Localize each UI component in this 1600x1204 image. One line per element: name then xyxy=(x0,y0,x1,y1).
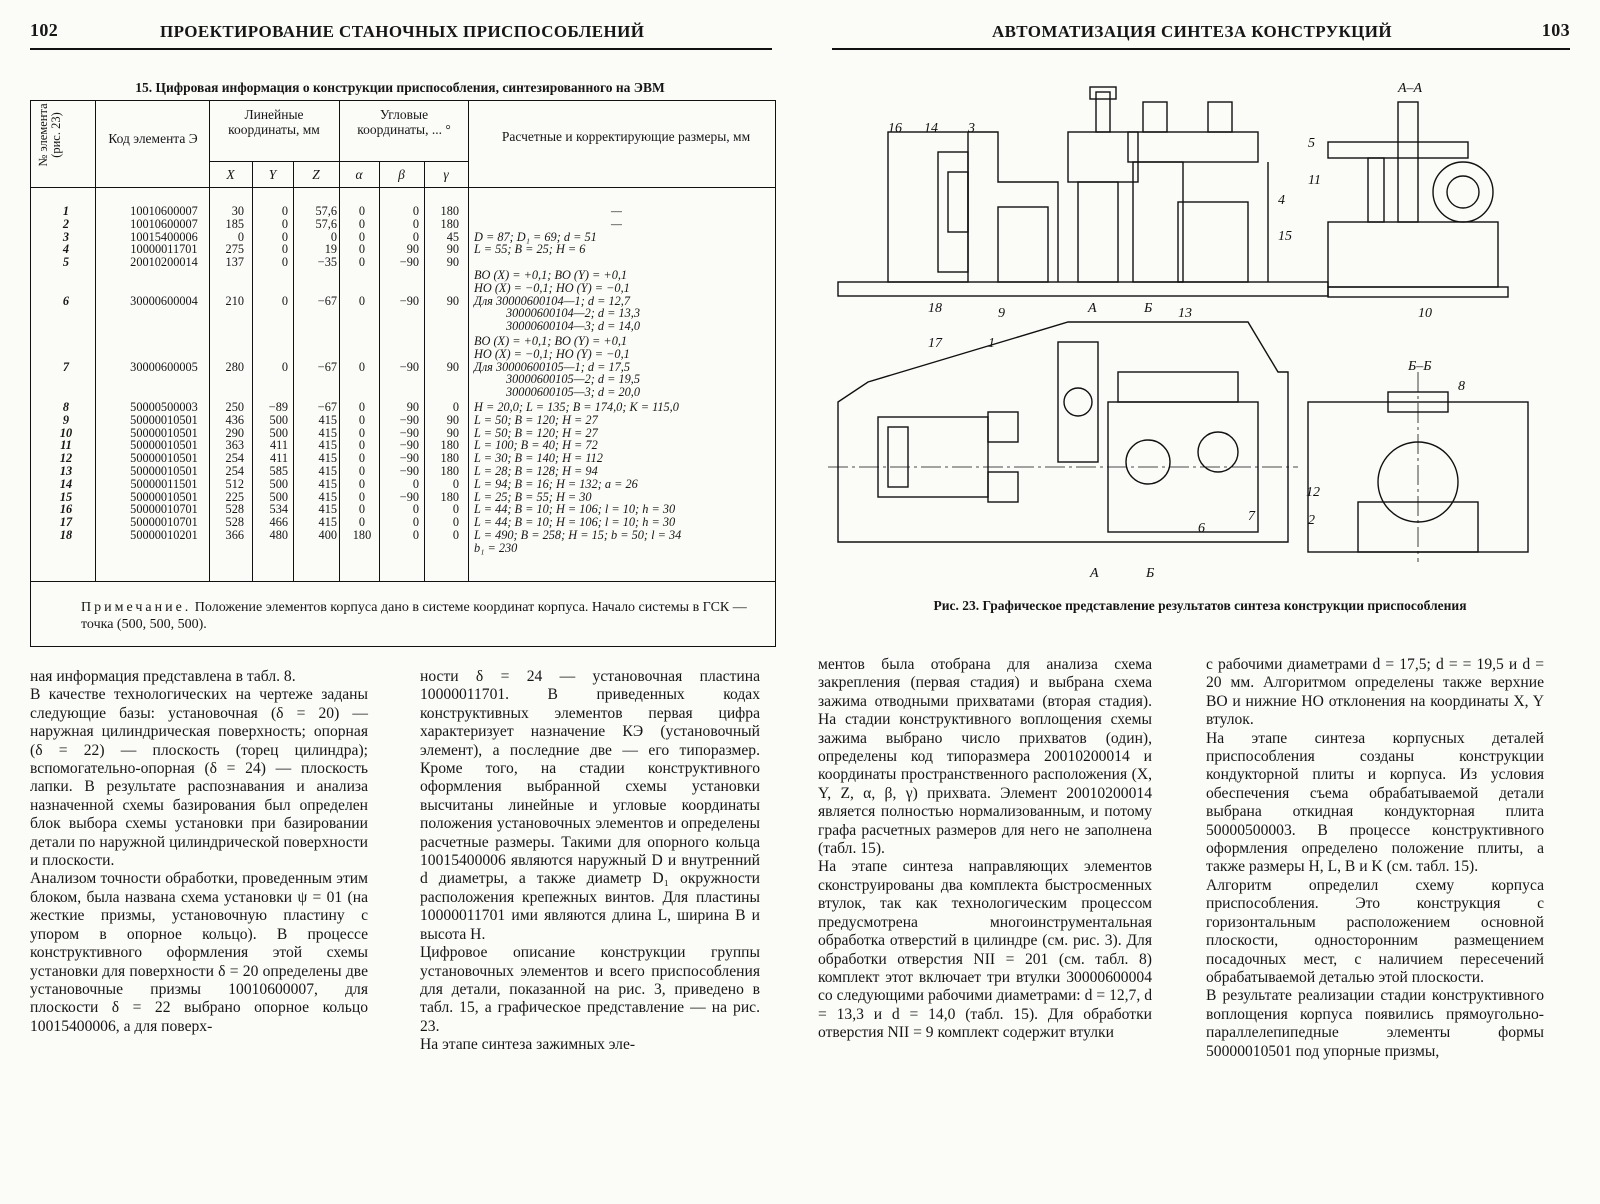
cell-y: 585 xyxy=(269,464,288,478)
cell-g: 180 xyxy=(440,204,459,218)
cell-a: 0 xyxy=(358,204,366,218)
header-angular-coords: Угловые координаты, ... ° xyxy=(357,107,451,137)
cell-g: 0 xyxy=(452,502,459,517)
cell-dimensions: L = 28; B = 128; H = 94 xyxy=(474,464,598,478)
cell-b: 0 xyxy=(412,515,419,530)
cell-b: 0 xyxy=(412,476,419,491)
header-z: Z xyxy=(312,167,320,182)
right-page xyxy=(810,0,1600,1204)
label-5: 5 xyxy=(1308,136,1315,151)
cell-a: 0 xyxy=(358,425,366,440)
label-cut-b: Б xyxy=(1144,301,1153,316)
cell-x: 137 xyxy=(225,255,244,270)
cell-z: −67 xyxy=(317,293,337,308)
cell-n: 15 xyxy=(59,489,73,504)
cell-code: 30000600005 xyxy=(130,359,198,374)
cell-x: 528 xyxy=(225,502,244,517)
cell-g: 90 xyxy=(446,412,459,427)
cell-x: 185 xyxy=(225,216,244,231)
cell-z: 400 xyxy=(318,528,337,542)
label-cut-a: А xyxy=(1088,301,1097,316)
cell-g: 90 xyxy=(446,255,459,270)
cell-code: 20010200014 xyxy=(130,255,198,270)
cell-x: 275 xyxy=(225,242,244,257)
label-cut-b-bottom: Б xyxy=(1146,566,1155,581)
cell-g: 0 xyxy=(452,400,459,414)
cell-b: −90 xyxy=(399,293,419,308)
cell-n: 14 xyxy=(59,476,73,491)
cell-b: 0 xyxy=(412,204,419,218)
label-10: 10 xyxy=(1418,306,1432,321)
cell-y: 0 xyxy=(281,242,288,257)
cell-z: 415 xyxy=(318,464,337,478)
text-column-3: ментов была отобрана для анализа схема закрепления (первая стадия) и выбрана схема зажима отводными прихватами (вторая стадия). На стадии конструктивного воплощения схемы зажима выбрано число прихватов (один), определены код типоразмера 20010200014 и координаты пространственного расположения (X, Y, Z, α, β, γ) прихвата. Элемент 20010200014 является полностью нормализованным, и потому графа расчетных размеров для него не заполнена (табл. 15). На этапе синтеза направляющих элементов сконструированы два комплекта быстросменных втулок, так как технологическим процессом предусмотрена многоинструментальная обработка отверстий в цилиндре (см. рис. 3). Для обработки отверстия NII = 201 (см. табл. 8) комплект этот включает три втулки 30000600004 со следующими рабочими диаметрами: d = 12,7, d = 13,3 и d = 14,0 (табл. 15). Для обработки отверстия NII = 9 комплект содержит втулки xyxy=(818,656,1152,1042)
cell-a: 180 xyxy=(352,528,372,542)
cell-b: 90 xyxy=(406,242,419,257)
cell-code: 50000010501 xyxy=(130,412,198,427)
text-column-4: с рабочими диаметрами d = 17,5; d = = 19,5 и d = 20 мм. Алгоритмом определены также верхние BO и нижние HO отклонения на координаты X, Y втулок. На этапе синтеза корпусных деталей приспособления созданы конструкции кондукторной плиты и корпуса. Из условия обеспечения съема обрабатываемой детали выбрана откидная кондукторная плита 50000500003. В процессе конструктивного оформления определено положение плиты, а также размеры H, L, B и K (см. табл. 15). Алгоритм определил схему корпуса приспособления. Это конструкция с горизонтальным расположением основной плоскости, односторонним размещением посадочных мест, с наличием пересечений обрабатываемой деталью этой плоскости. В результате реализации стадии конструктивного воплощения корпуса появились прямоугольно-параллелепипедные элементы формы 50000010501 под упорные призмы, xyxy=(1206,656,1544,1060)
cell-a: 0 xyxy=(358,216,366,231)
label-3: 3 xyxy=(968,121,975,136)
label-cut-a-bottom: А xyxy=(1090,566,1099,581)
cell-z: −67 xyxy=(317,359,337,374)
label-15: 15 xyxy=(1278,229,1292,244)
label-18: 18 xyxy=(928,301,942,316)
cell-g: 180 xyxy=(440,438,459,453)
cell-y: 480 xyxy=(269,528,288,542)
cell-b: −90 xyxy=(399,464,419,478)
cell-dimensions: 30000600104—3; d = 14,0 xyxy=(506,319,640,334)
cell-dimensions: L = 55; B = 25; H = 6 xyxy=(474,242,586,257)
cell-g: 180 xyxy=(440,451,459,466)
cell-code: 50000010501 xyxy=(130,438,198,453)
cell-dimensions: — xyxy=(611,204,622,218)
cell-n: 18 xyxy=(59,528,73,542)
cell-x: 254 xyxy=(225,464,244,478)
running-title-right: АВТОМАТИЗАЦИЯ СИНТЕЗА КОНСТРУКЦИЙ xyxy=(992,22,1393,41)
cell-x: 280 xyxy=(225,359,244,374)
cell-n: 6 xyxy=(62,293,70,308)
cell-y: 0 xyxy=(281,216,288,231)
cell-n: 3 xyxy=(62,229,70,244)
label-1: 1 xyxy=(988,336,995,351)
cell-n: 8 xyxy=(62,400,70,414)
cell-a: 0 xyxy=(358,293,366,308)
cell-b: 0 xyxy=(412,216,419,231)
cell-dimensions: BO (X) = +0,1; BO (Y) = +0,1 xyxy=(474,268,628,282)
cell-dimensions: HO (X) = −0,1; HO (Y) = −0,1 xyxy=(474,280,630,295)
cell-n: 16 xyxy=(59,502,73,517)
cell-z: 0 xyxy=(330,229,337,244)
cell-b: −90 xyxy=(399,438,419,453)
label-section-aa: А–А xyxy=(1398,81,1423,96)
cell-y: 411 xyxy=(270,451,288,466)
cell-x: 363 xyxy=(225,438,244,453)
cell-a: 0 xyxy=(358,476,366,491)
cell-dimensions: b₁ = 230 xyxy=(474,540,518,555)
cell-n: 4 xyxy=(62,242,70,257)
running-header-right xyxy=(832,18,1570,50)
cell-a: 0 xyxy=(358,359,366,374)
cell-y: −89 xyxy=(268,400,288,414)
cell-n: 2 xyxy=(62,216,70,231)
cell-g: 0 xyxy=(452,528,459,542)
cell-g: 0 xyxy=(452,515,459,530)
cell-y: 0 xyxy=(281,293,288,308)
cell-n: 7 xyxy=(62,359,70,374)
cell-y: 500 xyxy=(269,425,288,440)
cell-dimensions: L = 50; B = 120; H = 27 xyxy=(474,425,598,440)
header-element-code: Код элемента Э xyxy=(108,131,198,146)
cell-a: 0 xyxy=(358,438,366,453)
label-13: 13 xyxy=(1178,306,1192,321)
label-14: 14 xyxy=(924,121,938,136)
cell-b: 90 xyxy=(406,400,419,414)
cell-y: 0 xyxy=(281,359,288,374)
fixture-drawing xyxy=(828,72,1548,582)
cell-dimensions: L = 100; B = 40; H = 72 xyxy=(474,438,598,453)
cell-z: 19 xyxy=(324,242,337,257)
cell-dimensions: L = 94; B = 16; H = 132; a = 26 xyxy=(474,476,638,491)
label-17: 17 xyxy=(928,336,942,351)
cell-x: 210 xyxy=(225,293,244,308)
cell-code: 50000010501 xyxy=(130,451,198,466)
cell-dimensions: 30000600105—3; d = 20,0 xyxy=(506,385,640,400)
label-12: 12 xyxy=(1306,485,1320,500)
cell-x: 225 xyxy=(225,489,244,504)
label-9: 9 xyxy=(998,306,1005,321)
cell-a: 0 xyxy=(358,400,366,414)
cell-code: 50000010501 xyxy=(130,489,198,504)
label-2: 2 xyxy=(1308,513,1315,528)
section-aa xyxy=(1328,222,1498,287)
header-element-number: № элемента (рис. 23) xyxy=(36,103,63,167)
cell-x: 254 xyxy=(225,451,244,466)
cell-n: 9 xyxy=(62,412,70,427)
cell-n: 10 xyxy=(59,425,73,440)
cell-g: 180 xyxy=(440,489,459,504)
base-plate-front xyxy=(838,282,1328,296)
cell-code: 50000010501 xyxy=(130,425,198,440)
cell-dimensions: L = 50; B = 120; H = 27 xyxy=(474,412,598,427)
cell-dimensions: L = 44; B = 10; H = 106; l = 10; h = 30 xyxy=(474,515,676,530)
cell-dimensions: L = 30; B = 140; H = 112 xyxy=(474,451,603,466)
label-6: 6 xyxy=(1198,521,1205,536)
page-number-right: 103 xyxy=(1541,20,1570,40)
cell-code: 50000010701 xyxy=(130,502,198,517)
header-x: X xyxy=(226,167,235,182)
cell-y: 411 xyxy=(270,438,288,453)
cell-z: 415 xyxy=(318,515,337,530)
cell-b: 0 xyxy=(412,229,419,244)
cell-b: −90 xyxy=(399,489,419,504)
left-page xyxy=(0,0,790,1204)
cell-g: 90 xyxy=(446,242,459,257)
cell-b: −90 xyxy=(399,359,419,374)
data-table xyxy=(30,100,776,647)
header-y: Y xyxy=(268,167,277,182)
cell-x: 290 xyxy=(225,425,244,440)
cell-g: 180 xyxy=(440,464,459,478)
cell-dimensions: Для 30000600104—1; d = 12,7 xyxy=(474,293,630,308)
cell-a: 0 xyxy=(358,489,366,504)
text-column-1: ная информация представлена в табл. 8. В качестве технологических на чертеже заданы следующие базы: установочная (δ = 20) — наружная цилиндрическая поверхность; опорная (δ = 22) — плоскость (торец цилиндра); вспомогательно-опорная (δ = 24) — плоскость лапки. В результате распознавания и анализа назначенной схемы базирования был определен блок выбора схемы установки при базировании детали по наружной цилиндрической поверхности и плоскости. Анализом точности обработки, проведенным этим блоком, была названа схема установки ψ = 01 (на жесткие призмы, установочную пластину с упором в опорное кольцо). В процессе конструктивного оформления этой схемы установки для поверхности δ = 20 определены две установочные призмы 10010600007, для плоскости δ = 22 выбрано опорное кольцо 10015400006, а для поверх- xyxy=(30,668,368,1035)
cell-n: 17 xyxy=(59,515,73,530)
header-gamma: γ xyxy=(443,167,449,182)
cell-code: 50000010701 xyxy=(130,515,198,530)
table-caption: 15. Цифровая информация о конструкции приспособления, синтезированного на ЭВМ xyxy=(135,80,665,95)
cell-b: −90 xyxy=(399,425,419,440)
cell-code: 50000010201 xyxy=(130,528,198,542)
label-11: 11 xyxy=(1308,173,1321,188)
cell-a: 0 xyxy=(358,242,366,257)
cell-b: 0 xyxy=(412,528,419,542)
cell-y: 534 xyxy=(269,502,288,517)
cell-y: 500 xyxy=(269,476,288,491)
cell-n: 1 xyxy=(62,204,70,218)
text-column-2: ности δ = 24 — установочная пластина 10000011701. В приведенных кодах конструктивных элементов первая цифра характеризует назначение КЭ (установочный элемент), а последние две — его типоразмер. Кроме того, на стадии конструктивного оформления выбранной схемы установки высчитаны линейные и угловые координаты положения установочных элементов и определены расчетные размеры. Такими для опорного кольца 10015400006 являются наружный D и внутренний d диаметры, а также диаметр D₁ окружности расположения крепежных винтов. Для пластины 10000011701 ими являются длина L, ширина B и высота H. Цифровое описание конструкции группы установочных элементов и всего приспособления для детали, показанной на рис. 3, приведено в табл. 15, а графическое представление — на рис. 23. На этапе синтеза зажимных эле- xyxy=(420,668,760,1054)
cell-x: 512 xyxy=(225,476,244,491)
cell-dimensions: Для 30000600105—1; d = 17,5 xyxy=(474,359,630,374)
cell-g: 90 xyxy=(446,293,459,308)
cell-b: −90 xyxy=(399,412,419,427)
cell-dimensions: BO (X) = +0,1; BO (Y) = +0,1 xyxy=(474,334,628,348)
note-label: Примечание. xyxy=(81,600,192,615)
cell-g: 0 xyxy=(452,476,459,491)
cell-a: 0 xyxy=(358,502,366,517)
cell-x: 0 xyxy=(237,229,244,244)
cell-x: 436 xyxy=(225,412,244,427)
figure-caption: Рис. 23. Графическое представление результатов синтеза конструкции приспособления xyxy=(933,598,1467,613)
label-8: 8 xyxy=(1458,379,1465,394)
cell-n: 12 xyxy=(59,451,73,466)
cell-x: 30 xyxy=(231,204,244,218)
cell-dimensions: L = 25; B = 55; H = 30 xyxy=(474,489,592,504)
cell-code: 10010600007 xyxy=(130,216,198,231)
cell-y: 0 xyxy=(281,204,288,218)
cell-n: 11 xyxy=(60,438,72,453)
cell-b: −90 xyxy=(399,255,419,270)
cell-x: 528 xyxy=(225,515,244,530)
cell-code: 10000011701 xyxy=(130,242,198,257)
cell-z: 415 xyxy=(318,438,337,453)
cell-a: 0 xyxy=(358,229,366,244)
cell-z: 415 xyxy=(318,425,337,440)
cell-g: 90 xyxy=(446,359,459,374)
cell-z: 57,6 xyxy=(315,216,337,231)
note-text: Положение элементов корпуса дано в системе координат корпуса. Начало системы в ГСК — точка (500, 500, 500). xyxy=(81,600,747,632)
cell-y: 500 xyxy=(269,489,288,504)
cell-b: −90 xyxy=(399,451,419,466)
cell-dimensions: L = 490; B = 258; H = 15; b = 50; l = 34 xyxy=(474,528,682,542)
cell-x: 250 xyxy=(225,400,244,414)
cell-z: −35 xyxy=(317,255,337,270)
cell-code: 50000011501 xyxy=(130,476,198,491)
cell-a: 0 xyxy=(358,255,366,270)
cell-b: 0 xyxy=(412,502,419,517)
cell-a: 0 xyxy=(358,515,366,530)
cell-code: 10015400006 xyxy=(130,229,198,244)
cell-code: 50000500003 xyxy=(130,400,198,414)
header-beta: β xyxy=(398,167,405,182)
cell-n: 13 xyxy=(59,464,73,478)
label-7: 7 xyxy=(1248,509,1255,524)
cell-code: 50000010501 xyxy=(130,464,198,478)
cell-z: 415 xyxy=(318,489,337,504)
table-note xyxy=(81,599,771,633)
cell-dimensions: 30000600104—2; d = 13,3 xyxy=(506,306,640,321)
cell-n: 5 xyxy=(62,255,70,270)
header-alpha: α xyxy=(355,167,363,182)
header-dimensions: Расчетные и корректирующие размеры, мм xyxy=(501,129,751,144)
cell-z: −67 xyxy=(317,400,337,414)
cell-dimensions: D = 87; D₁ = 69; d = 51 xyxy=(474,229,597,244)
cell-x: 366 xyxy=(225,528,244,542)
cell-g: 90 xyxy=(446,425,459,440)
page-number-left: 102 xyxy=(30,20,59,40)
cell-dimensions: L = 44; B = 10; H = 106; l = 10; h = 30 xyxy=(474,502,676,517)
cell-z: 415 xyxy=(318,476,337,491)
cell-code: 30000600004 xyxy=(130,293,198,308)
cell-z: 415 xyxy=(318,502,337,517)
label-4: 4 xyxy=(1278,193,1285,208)
cell-z: 415 xyxy=(318,451,337,466)
header-linear-coords: Линейные координаты, мм xyxy=(228,107,320,137)
cell-z: 57,6 xyxy=(315,204,337,218)
cell-y: 0 xyxy=(281,255,288,270)
cell-y: 466 xyxy=(269,515,288,530)
cell-y: 0 xyxy=(281,229,288,244)
cell-g: 45 xyxy=(446,229,459,244)
running-header-left xyxy=(30,18,772,50)
cell-y: 500 xyxy=(269,412,288,427)
cell-dimensions: H = 20,0; L = 135; B = 174,0; K = 115,0 xyxy=(474,400,679,414)
cell-a: 0 xyxy=(358,451,366,466)
label-16: 16 xyxy=(888,121,902,136)
cell-a: 0 xyxy=(358,464,366,478)
cell-a: 0 xyxy=(358,412,366,427)
label-section-bb: Б–Б xyxy=(1408,359,1432,374)
body-front xyxy=(888,132,968,282)
cell-dimensions: HO (X) = −0,1; HO (Y) = −0,1 xyxy=(474,346,630,361)
cell-dimensions: 30000600105—2; d = 19,5 xyxy=(506,372,640,387)
cell-g: 180 xyxy=(440,216,459,231)
running-title-left: ПРОЕКТИРОВАНИЕ СТАНОЧНЫХ ПРИСПОСОБЛЕНИЙ xyxy=(160,22,645,41)
cell-dimensions: — xyxy=(611,216,622,231)
cell-code: 10010600007 xyxy=(130,204,198,218)
cell-z: 415 xyxy=(318,412,337,427)
